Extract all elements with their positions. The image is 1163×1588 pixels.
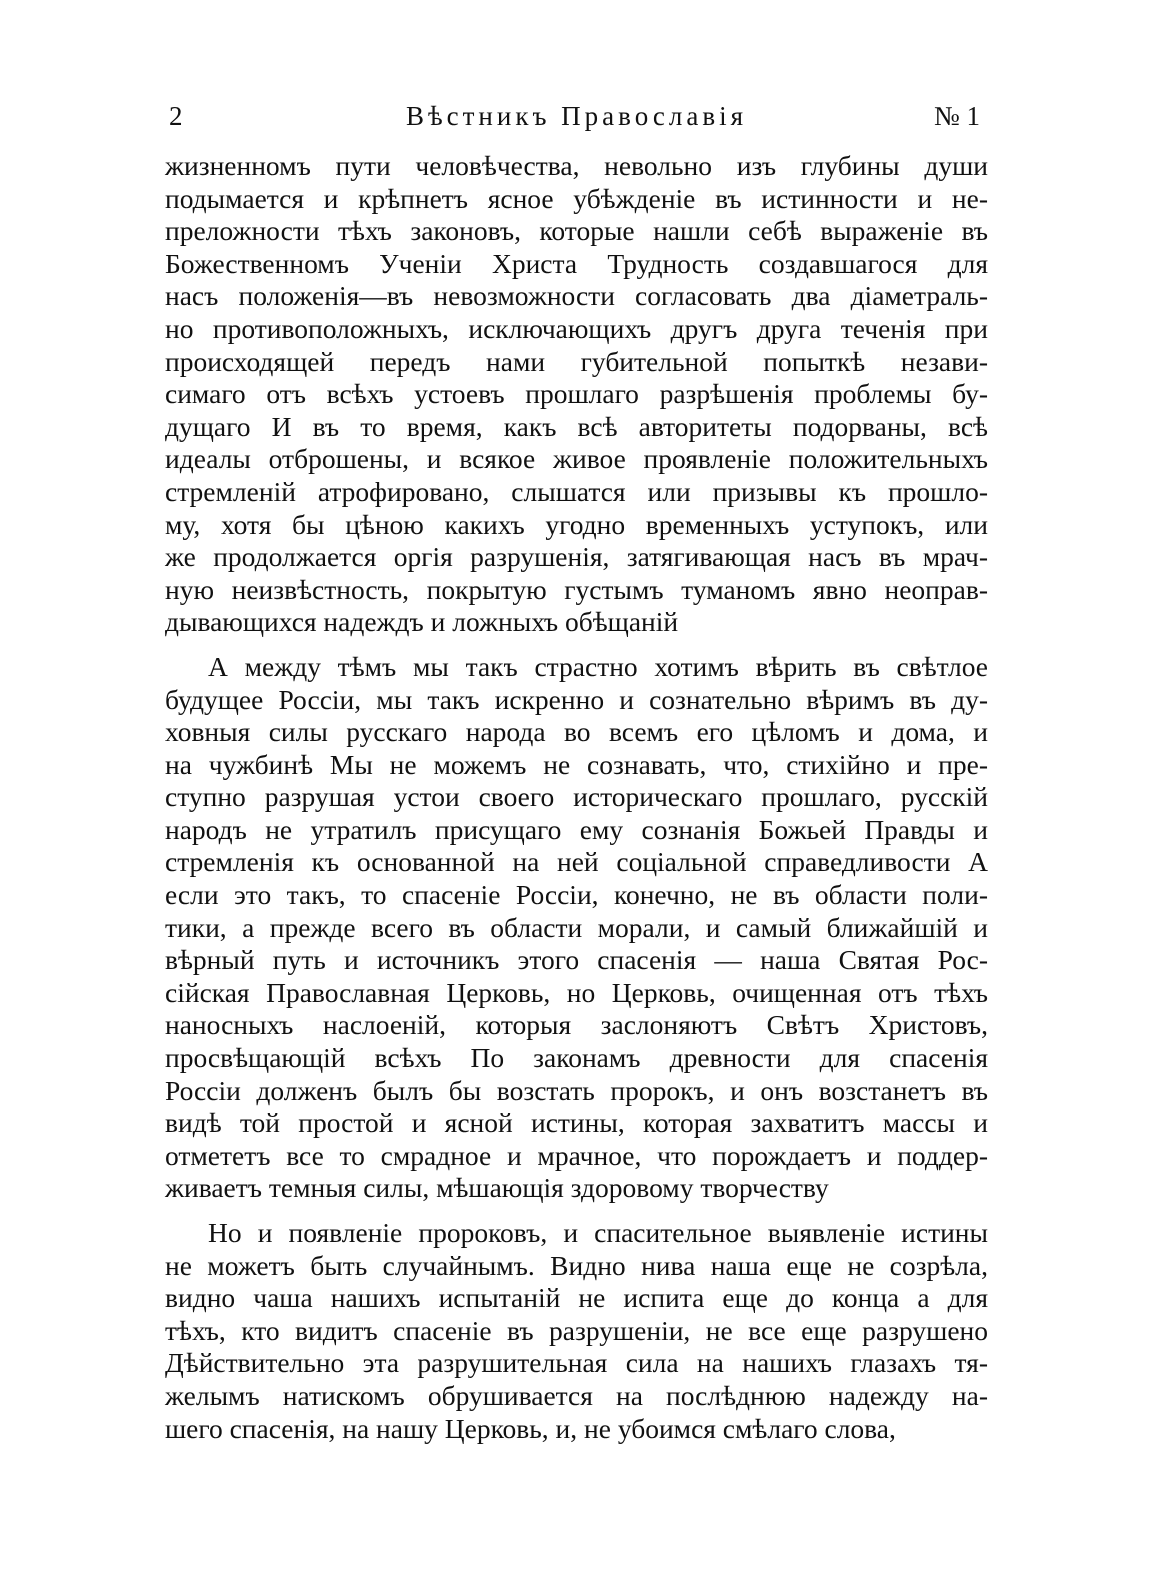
text-line: шего спасенія, на нашу Церковь, и, не убоимся смѣлаго слова,: [165, 1412, 896, 1444]
text-line: не можетъ быть случайнымъ. Видно нива наша еще не созрѣла,: [165, 1249, 988, 1281]
text-line: будущее Россіи, мы такъ искренно и сознательно вѣримъ въ ду-: [165, 683, 988, 715]
text-line: живаетъ темныя силы, мѣшающія здоровому творчеству: [165, 1172, 829, 1204]
journal-page: [165, 96, 988, 1445]
text-line: преложности тѣхъ законовъ, которые нашли себѣ выраженіе въ: [165, 215, 988, 247]
paragraph: [165, 150, 988, 639]
text-line: происходящей передъ нами губительной попыткѣ незави-: [165, 345, 988, 377]
running-head: [165, 96, 988, 136]
text-line: Дѣйствительно эта разрушительная сила на нашихъ глазахъ тя-: [165, 1347, 988, 1379]
text-line: ховныя силы русскаго народа во всемъ его цѣломъ и дома, и: [165, 716, 988, 748]
text-line: вѣрный путь и источникъ этого спасенія — наша Святая Рос-: [165, 944, 988, 976]
issue-number: № 1: [933, 101, 980, 131]
text-line: но противоположныхъ, исключающихъ другъ друга теченія при: [165, 312, 988, 344]
paragraph: [165, 651, 988, 1205]
text-line: на чужбинѣ Мы не можемъ не сознавать, что, стихійно и пре-: [165, 748, 988, 780]
text-line: ступно разрушая устои своего историческаго прошлаго, русскій: [165, 781, 988, 813]
text-line: А между тѣмъ мы такъ страстно хотимъ вѣрить въ свѣтлое: [208, 650, 988, 682]
text-line: тики, а прежде всего въ области морали, и самый ближайшій и: [165, 911, 988, 943]
text-line: же продолжается оргія разрушенія, затягивающая насъ въ мрач-: [165, 541, 988, 573]
text-line: сійская Православная Церковь, но Церковь, очищенная отъ тѣхъ: [165, 976, 988, 1008]
paragraph-gap: [165, 639, 988, 651]
text-line: тѣхъ, кто видитъ спасеніе въ разрушеніи, не все еще разрушено: [165, 1314, 988, 1346]
text-line: жизненномъ пути человѣчества, невольно изъ глубины души: [165, 150, 988, 181]
text-line: просвѣщающій всѣхъ По законамъ древности для спасенія: [165, 1042, 988, 1074]
page-number: 2: [169, 101, 183, 131]
text-line: дывающихся надеждъ и ложныхъ обѣщаній: [165, 606, 679, 638]
text-line: Россіи долженъ былъ бы возстать пророкъ, и онъ возстанетъ въ: [165, 1074, 988, 1106]
text-line: если это такъ, то спасеніе Россіи, конечно, не въ области поли-: [165, 879, 988, 911]
paragraph: [165, 1217, 988, 1445]
text-line: желымъ натискомъ обрушивается на послѣднюю надежду на-: [165, 1379, 988, 1411]
text-line: идеалы отброшены, и всякое живое проявленіе положительныхъ: [165, 443, 988, 475]
text-line: наносныхъ наслоеній, которыя заслоняютъ Свѣтъ Христовъ,: [165, 1009, 988, 1041]
article-body: [165, 150, 988, 1445]
text-line: стремленія къ основанной на ней соціальной справедливости А: [165, 846, 988, 878]
text-line: Но и появленіе пророковъ, и спасительное выявленіе истины: [208, 1217, 988, 1248]
text-line: видно чаша нашихъ испытаній не испита еще до конца а для: [165, 1282, 988, 1314]
journal-title: Вѣстникъ Православія: [405, 101, 747, 131]
text-line: Божественномъ Ученіи Христа Трудность создавшагося для: [165, 247, 988, 279]
text-line: отмететъ все то смрадное и мрачное, что порождаетъ и поддер-: [165, 1139, 988, 1171]
text-line: симаго отъ всѣхъ устоевъ прошлаго разрѣшенія проблемы бу-: [165, 378, 988, 410]
text-line: му, хотя бы цѣною какихъ угодно временныхъ уступокъ, или: [165, 508, 988, 540]
text-line: ную неизвѣстность, покрытую густымъ туманомъ явно неоправ-: [165, 573, 988, 605]
text-line: дущаго И въ то время, какъ всѣ авторитеты подорваны, всѣ: [165, 410, 988, 442]
text-line: подымается и крѣпнетъ ясное убѣжденіе въ истинности и не-: [165, 182, 988, 214]
text-line: насъ положенія—въ невозможности согласовать два діаметраль-: [165, 280, 988, 312]
text-line: народъ не утратилъ присущаго ему сознанія Божьей Правды и: [165, 813, 988, 845]
text-line: видѣ той простой и ясной истины, которая захватитъ массы и: [165, 1107, 988, 1139]
paragraph-gap: [165, 1205, 988, 1217]
text-line: стремленій атрофировано, слышатся или призывы къ прошло-: [165, 475, 988, 507]
